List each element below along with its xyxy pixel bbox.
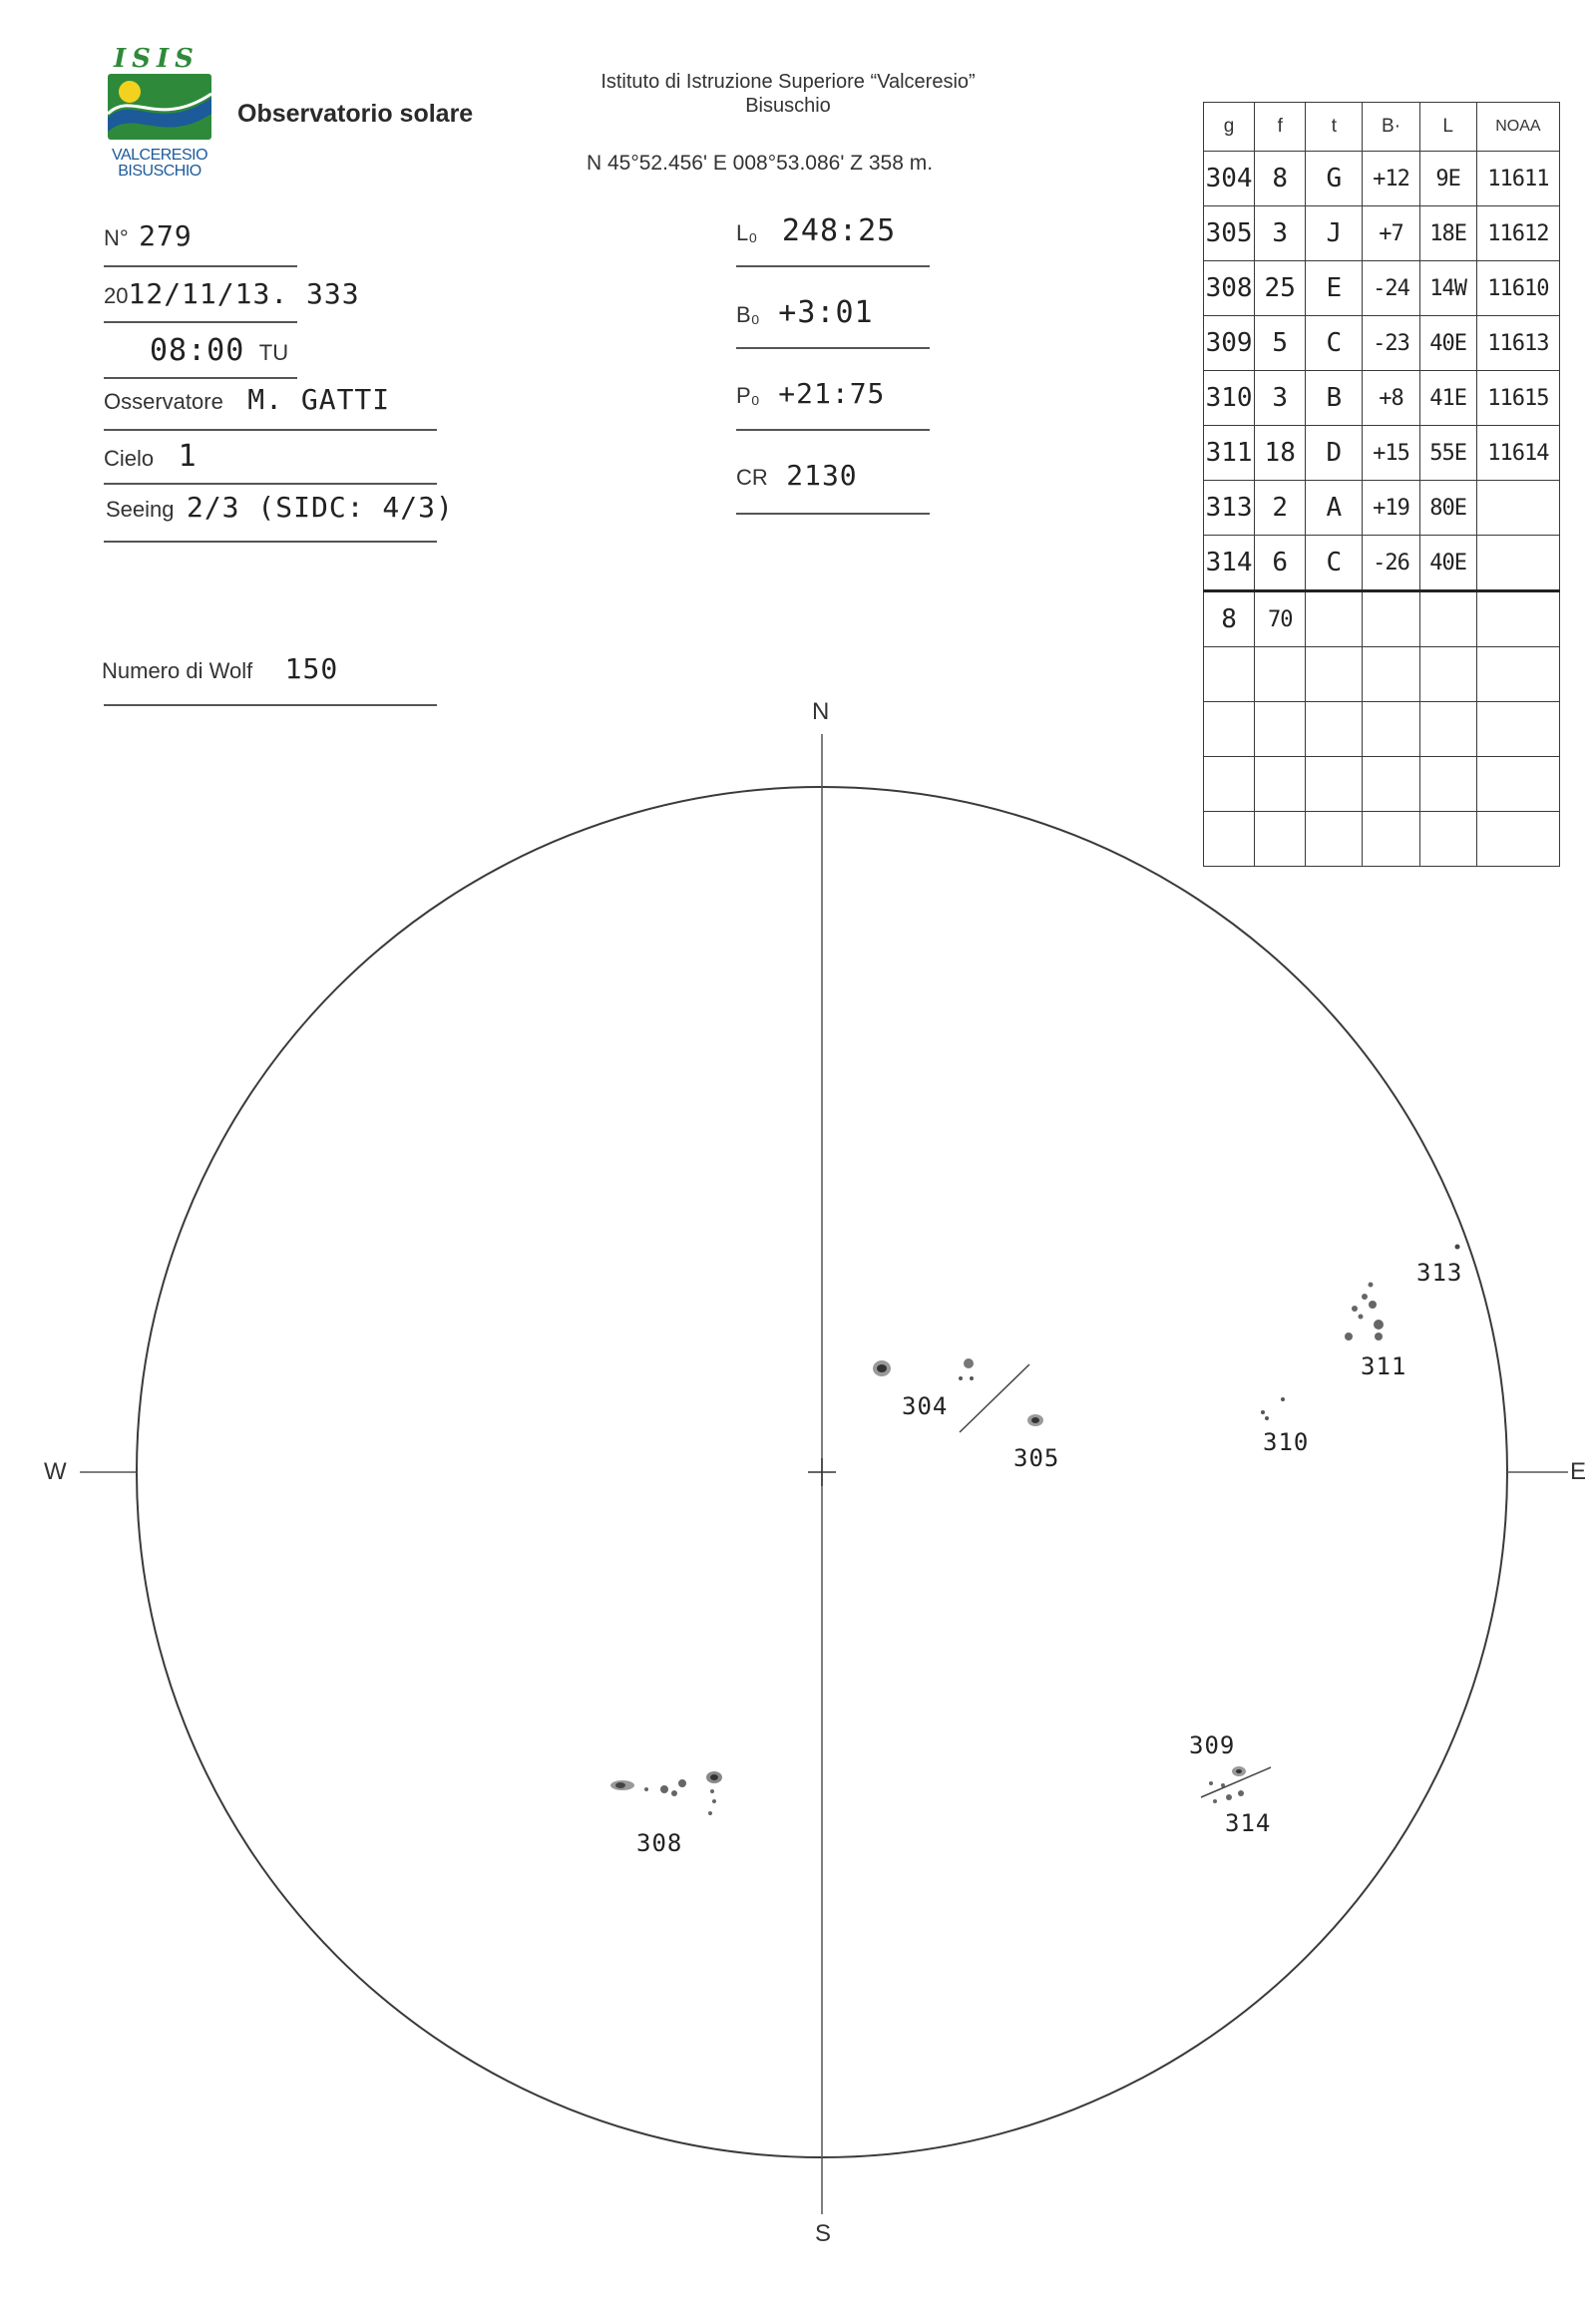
sunspot-group-304 [873, 1358, 974, 1380]
table-cell: D [1306, 426, 1363, 481]
sunspot [1209, 1781, 1213, 1785]
group-label-305: 305 [1013, 1444, 1060, 1472]
sunspot [970, 1376, 974, 1380]
time-unit: TU [258, 340, 289, 365]
sunspot [1375, 1333, 1383, 1341]
wolf-label: Numero di Wolf [102, 658, 253, 683]
sunspot [877, 1364, 887, 1372]
header-cell: f [1255, 103, 1306, 152]
table-cell: +12 [1363, 152, 1419, 206]
sunspot [1359, 1315, 1364, 1320]
p0-label: P₀ [736, 383, 760, 408]
sunspot-group-313 [1455, 1245, 1460, 1250]
table-cell: +7 [1363, 206, 1419, 261]
logo-caption: VALCERESIO BISUSCHIO [111, 147, 208, 180]
sunspot [710, 1774, 718, 1780]
cr-label: CR [736, 465, 768, 490]
seeing-label: Seeing [106, 497, 175, 522]
sunspot [710, 1789, 714, 1793]
table-cell: 40E [1419, 316, 1476, 371]
sunspot [1369, 1283, 1374, 1288]
sunspot [964, 1358, 974, 1368]
table-cell: J [1306, 206, 1363, 261]
observer-label: Osservatore [104, 389, 223, 414]
record-number-label: N° [104, 225, 129, 250]
table-cell: 11614 [1476, 426, 1559, 481]
site-coordinates: N 45°52.456' E 008°53.086' Z 358 m. [587, 152, 934, 175]
date-value: 12/11/13. 333 [128, 277, 360, 310]
table-cell: 41E [1419, 371, 1476, 426]
table-cell: C [1306, 316, 1363, 371]
b0-label: B₀ [736, 302, 760, 327]
sunspot [660, 1785, 668, 1793]
table-cell: G [1306, 152, 1363, 206]
sunspot [1345, 1333, 1353, 1341]
total-spots-cell: 70 [1255, 591, 1306, 647]
table-cell: +19 [1363, 481, 1419, 536]
table-cell: +15 [1363, 426, 1419, 481]
sunspot [1031, 1417, 1039, 1423]
group-label-310: 310 [1263, 1428, 1310, 1456]
table-cell: 5 [1255, 316, 1306, 371]
table-cell: 309 [1204, 316, 1255, 371]
record-number-value: 279 [139, 219, 193, 252]
table-cell: 6 [1255, 536, 1306, 591]
table-cell: 25 [1255, 261, 1306, 316]
table-cell: 8 [1255, 152, 1306, 206]
sky-value: 1 [178, 439, 198, 474]
table-cell: A [1306, 481, 1363, 536]
sunspot-group-310 [1261, 1397, 1285, 1420]
sunspot [644, 1787, 648, 1791]
sunspot-group-314 [1213, 1790, 1244, 1803]
l0-value: 248:25 [781, 213, 897, 248]
sunspot [678, 1779, 686, 1787]
seeing-value: 2/3 (SIDC: 4/3) [186, 491, 454, 524]
logo-text: ISIS [114, 44, 200, 74]
table-cell: 18 [1255, 426, 1306, 481]
west-label: W [44, 1458, 67, 1485]
l0-label: L₀ [736, 220, 758, 245]
table-cell: 11610 [1476, 261, 1559, 316]
table-cell: 310 [1204, 371, 1255, 426]
table-cell: E [1306, 261, 1363, 316]
sunspot [1238, 1790, 1244, 1796]
table-cell: 80E [1419, 481, 1476, 536]
table-cell: 40E [1419, 536, 1476, 591]
table-cell: 304 [1204, 152, 1255, 206]
table-cell: 313 [1204, 481, 1255, 536]
header-cell: NOAA [1476, 103, 1559, 152]
sunspot [1352, 1306, 1358, 1312]
sunspot [1236, 1769, 1242, 1773]
sunspot [615, 1782, 625, 1788]
sunspot [1226, 1794, 1232, 1800]
table-cell: +8 [1363, 371, 1419, 426]
table-cell: 314 [1204, 536, 1255, 591]
cr-value: 2130 [786, 459, 858, 492]
group-label-313: 313 [1416, 1259, 1463, 1287]
table-cell: -26 [1363, 536, 1419, 591]
south-label: S [815, 2220, 832, 2247]
sunspot [708, 1811, 712, 1815]
sunspot-group-309 [1209, 1766, 1246, 1787]
sunspot [712, 1799, 716, 1803]
group-label-308: 308 [636, 1829, 683, 1857]
sunspot [671, 1790, 677, 1796]
sunspot-group-311 [1345, 1283, 1384, 1342]
header-cell: t [1306, 103, 1363, 152]
sunspot [1362, 1294, 1368, 1300]
sunspot [1281, 1397, 1285, 1401]
total-groups-cell: 8 [1204, 591, 1255, 647]
table-cell: 14W [1419, 261, 1476, 316]
wolf-value: 150 [284, 652, 339, 685]
sunspot [1369, 1301, 1377, 1309]
group-label-311: 311 [1361, 1352, 1407, 1380]
institute-name: Istituto di Istruzione Superiore “Valceresio” Bisuschio [600, 71, 976, 117]
table-cell: C [1306, 536, 1363, 591]
header-cell: g [1204, 103, 1255, 152]
header-cell: L [1419, 103, 1476, 152]
table-cell: B [1306, 371, 1363, 426]
group-label-309: 309 [1189, 1731, 1236, 1759]
table-cell: 308 [1204, 261, 1255, 316]
table-cell: 3 [1255, 206, 1306, 261]
table-cell: 11613 [1476, 316, 1559, 371]
sunspot [1265, 1416, 1269, 1420]
sunspot [959, 1376, 963, 1380]
east-label: E [1570, 1458, 1587, 1485]
north-label: N [812, 698, 830, 725]
time-value: 08:00 [150, 333, 245, 368]
p0-value: +21:75 [778, 377, 886, 410]
table-cell: 311 [1204, 426, 1255, 481]
table-cell: 11615 [1476, 371, 1559, 426]
table-cell: 305 [1204, 206, 1255, 261]
table-cell: 9E [1419, 152, 1476, 206]
table-cell: 2 [1255, 481, 1306, 536]
table-cell: -23 [1363, 316, 1419, 371]
sunspot [1455, 1245, 1460, 1250]
observatory-title: Observatorio solare [237, 100, 474, 128]
group-label-304: 304 [902, 1392, 949, 1420]
table-cell: 55E [1419, 426, 1476, 481]
sunspot-group-308 [610, 1771, 722, 1815]
table-cell: 3 [1255, 371, 1306, 426]
date-prefix: 20 [104, 283, 129, 308]
header-cell: B· [1363, 103, 1419, 152]
sunspot-group-305 [1027, 1414, 1043, 1426]
table-cell: 18E [1419, 206, 1476, 261]
table-cell: 11611 [1476, 152, 1559, 206]
b0-value: +3:01 [778, 295, 874, 330]
table-cell: 11612 [1476, 206, 1559, 261]
group-divider-304-305 [960, 1364, 1029, 1432]
table-cell: -24 [1363, 261, 1419, 316]
sunspot [1213, 1799, 1217, 1803]
sunspot [1374, 1320, 1384, 1330]
sky-label: Cielo [104, 446, 155, 471]
sunspot [1261, 1410, 1265, 1414]
observer-value: M. GATTI [247, 383, 391, 416]
group-label-314: 314 [1225, 1809, 1272, 1837]
